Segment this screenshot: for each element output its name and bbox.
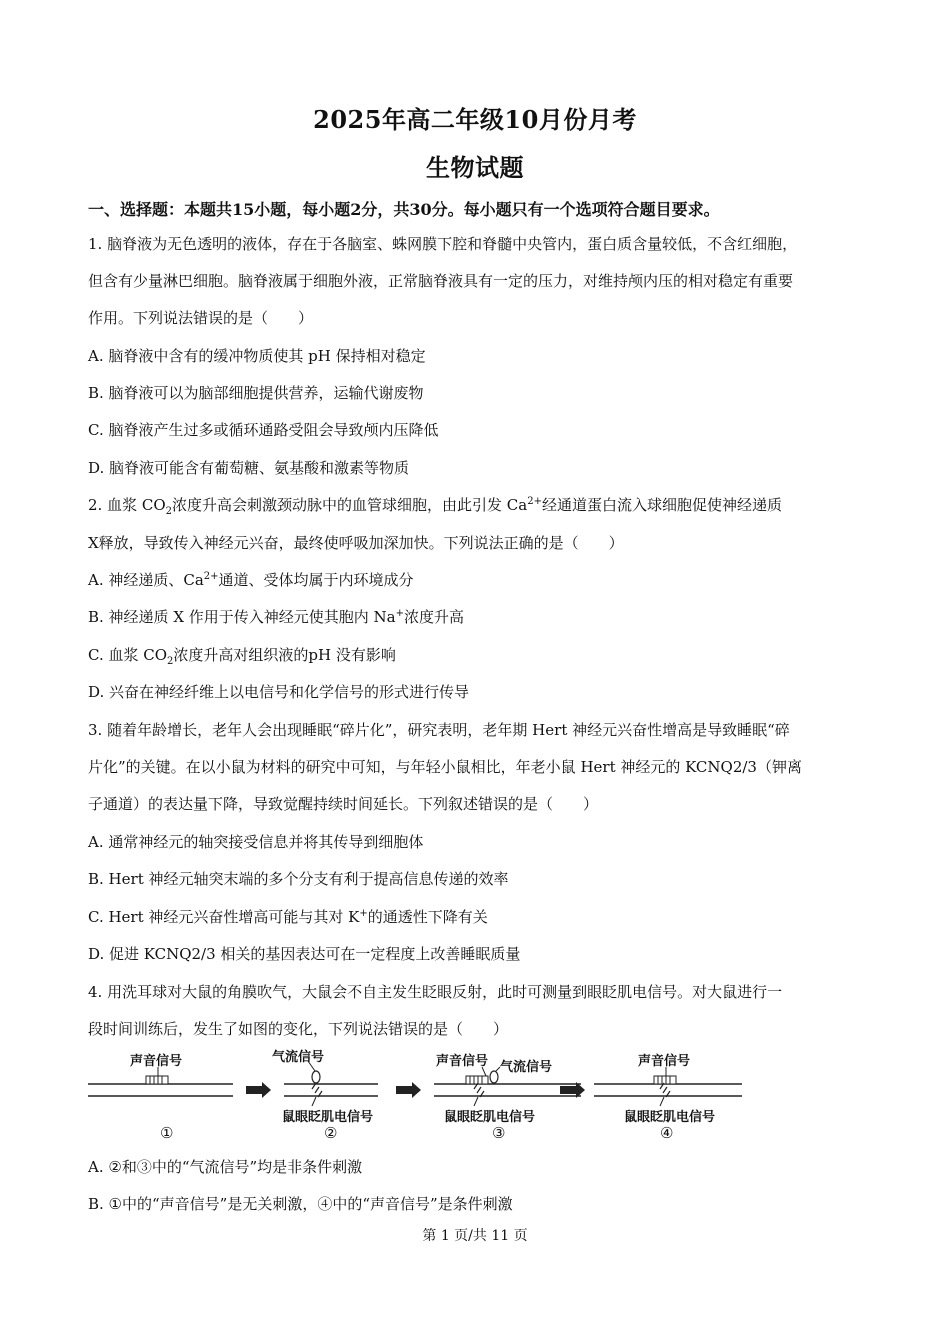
emg-signal-mark: [312, 1083, 322, 1097]
text-run: 经通道蛋白流入球细胞促使神经递质: [541, 496, 782, 514]
arrow-right-icon: [246, 1082, 271, 1098]
superscript: 2+: [203, 571, 219, 582]
panel-label: ②: [324, 1124, 338, 1142]
sound-signal-label: 声音信号: [436, 1054, 489, 1069]
text-run: C. Hert 神经元兴奋性增高可能与其对 K: [88, 908, 360, 926]
q1-stem-line: 1. 脑脊液为无色透明的液体，存在于各脑室、蛛网膜下腔和脊髓中央管内，蛋白质含量较低，不含红细胞，: [88, 235, 798, 253]
q2-option-b: [88, 606, 464, 627]
arrow-right-icon: [396, 1082, 421, 1098]
q4-stem-line: 段时间训练后，发生了如图的变化，下列说法错误的是（ ）: [88, 1020, 509, 1038]
page-title: 2025年高二年级10月份月考: [313, 105, 637, 134]
q4-option-a: A. ②和③中的“气流信号”均是非条件刺激: [88, 1158, 363, 1176]
q1-option-c: C. 脑脊液产生过多或循环通路受阻会导致颅内压降低: [88, 421, 439, 439]
q3-stem-line: 3. 随着年龄增长，老年人会出现睡眠“碎片化”，研究表明，老年期 Hert 神经元兴奋性增高是导致睡眠“碎: [88, 721, 790, 739]
text-run: 通道、受体均属于内环境成分: [218, 571, 414, 589]
q1-option-d: D. 脑脊液可能含有葡萄糖、氨基酸和激素等物质: [88, 459, 410, 477]
panel-label: ④: [660, 1124, 674, 1142]
emg-signal-mark: [660, 1083, 670, 1097]
q4-stem-line: 4. 用洗耳球对大鼠的角膜吹气，大鼠会不自主发生眨眼反射，此时可测量到眼眨肌电信号。对大鼠进行一: [88, 983, 783, 1001]
q3-option-b: B. Hert 神经元轴突末端的多个分支有利于提高信息传递的效率: [88, 870, 509, 888]
text-run: 2. 血浆 CO: [88, 496, 166, 514]
q2-option-a: [88, 569, 414, 590]
panel-label: ①: [160, 1124, 174, 1142]
text-run: 的通透性下降有关: [367, 908, 488, 926]
emg-signal-label: 鼠眼眨肌电信号: [444, 1110, 536, 1125]
q2-option-c: [88, 644, 396, 667]
air-stimulus-mark: [490, 1071, 498, 1083]
q1-stem-line: 作用。下列说法错误的是（ ）: [88, 309, 314, 327]
q1-option-a: A. 脑脊液中含有的缓冲物质使其 pH 保持相对稳定: [88, 347, 426, 365]
q3-option-d: D. 促进 KCNQ2/3 相关的基因表达可在一定程度上改善睡眠质量: [88, 945, 521, 963]
q1-option-b: B. 脑脊液可以为脑部细胞提供营养，运输代谢废物: [88, 384, 424, 402]
q3-stem-line: 片化”的关键。在以小鼠为材料的研究中可知，与年轻小鼠相比，年老小鼠 Hert 神经元的 KCNQ2/3（钾离: [88, 758, 802, 776]
subscript: 2: [167, 656, 174, 667]
sound-signal-label: 声音信号: [130, 1054, 183, 1069]
q2-stem-line: X释放，导致传入神经元兴奋，最终使呼吸加深加快。下列说法正确的是（ ）: [88, 534, 624, 552]
superscript: +: [395, 608, 405, 619]
q3-option-a: A. 通常神经元的轴突接受信息并将其传导到细胞体: [88, 833, 424, 851]
text-run: 浓度升高: [404, 608, 465, 626]
sound-stimulus-mark: [654, 1076, 676, 1084]
emg-signal-label: 鼠眼眨肌电信号: [624, 1110, 716, 1125]
q2-stem-line: [88, 494, 782, 517]
text-run: 浓度升高会刺激颈动脉中的血管球细胞，由此引发 Ca: [172, 496, 528, 514]
text-run: A. 神经递质、Ca: [88, 571, 204, 589]
text-run: B. 神经递质 X 作用于传入神经元使其胞内 Na: [88, 608, 396, 626]
sound-signal-label: 声音信号: [638, 1054, 691, 1069]
text-run: C. 血浆 CO: [88, 646, 168, 664]
sound-stimulus-mark: [146, 1076, 168, 1084]
air-signal-label: 气流信号: [500, 1060, 553, 1075]
page-subtitle: 生物试题: [426, 153, 524, 182]
sound-stimulus-mark: [466, 1076, 488, 1084]
air-stimulus-mark: [312, 1071, 320, 1083]
section-heading: 一、选择题：本题共15小题，每小题2分，共30分。每小题只有一个选项符合题目要求。: [88, 200, 720, 219]
superscript: +: [359, 908, 368, 919]
text-run: 浓度升高对组织液的pH 没有影响: [173, 646, 396, 664]
superscript: 2+: [527, 496, 542, 507]
emg-signal-label: 鼠眼眨肌电信号: [282, 1110, 374, 1125]
subscript: 2: [165, 506, 172, 517]
q1-stem-line: 但含有少量淋巴细胞。脑脊液属于细胞外液，正常脑脊液具有一定的压力，对维持颅内压的相对稳定有重要: [88, 272, 794, 290]
q4-option-b: B. ①中的“声音信号”是无关刺激，④中的“声音信号”是条件刺激: [88, 1195, 513, 1213]
panel-label: ③: [492, 1124, 506, 1142]
q3-option-c: [88, 906, 488, 927]
emg-signal-mark: [474, 1083, 484, 1097]
q3-stem-line: 子通道）的表达量下降，导致觉醒持续时间延长。下列叙述错误的是（ ）: [88, 795, 599, 813]
q2-option-d: D. 兴奋在神经纤维上以电信号和化学信号的形式进行传导: [88, 683, 470, 701]
page-footer: 第 1 页/共 11 页: [422, 1228, 528, 1244]
conditioning-diagram: [86, 1040, 746, 1146]
air-signal-label: 气流信号: [272, 1050, 325, 1065]
